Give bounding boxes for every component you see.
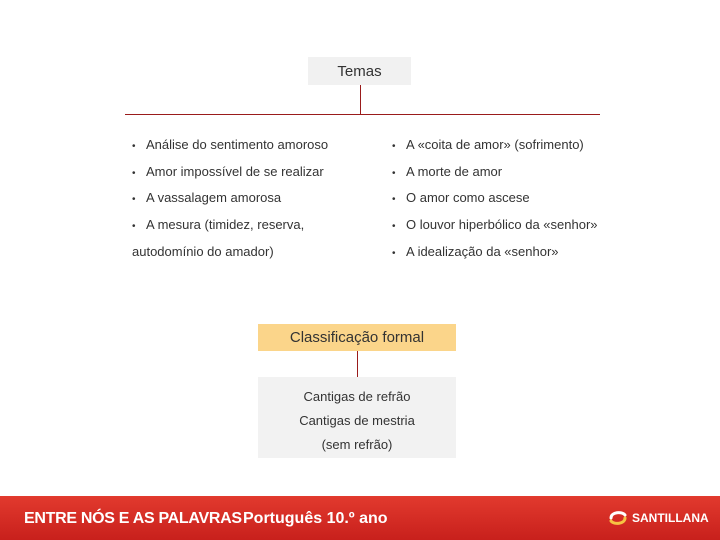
list-item-text: A mesura (timidez, reserva, (146, 217, 305, 232)
temas-heading: Temas (308, 57, 411, 85)
footer-title: ENTRE NÓS E AS PALAVRAS (24, 510, 242, 527)
santillana-logo-icon (608, 508, 628, 528)
brand-logo (608, 508, 709, 528)
list-item-text: O amor como ascese (406, 190, 530, 205)
bullet-icon: • (132, 141, 136, 152)
list-item (392, 137, 584, 152)
list-item-continuation: autodomínio do amador) (132, 244, 274, 259)
bullet-icon: • (392, 248, 396, 259)
bullet-icon: • (392, 221, 396, 232)
list-item-text: A vassalagem amorosa (146, 190, 282, 205)
temas-divider-line (125, 114, 600, 115)
bullet-icon: • (132, 194, 136, 205)
bullet-icon: • (132, 168, 136, 179)
list-item (392, 244, 559, 259)
bullet-icon: • (392, 141, 396, 152)
list-item-text: A morte de amor (406, 164, 503, 179)
list-item (132, 190, 281, 205)
list-item-text: Análise do sentimento amoroso (146, 137, 329, 152)
list-item (392, 164, 502, 179)
list-item (132, 137, 328, 152)
list-item (392, 217, 598, 232)
list-item-text: A «coita de amor» (sofrimento) (406, 137, 584, 152)
classificacao-box (258, 377, 456, 458)
classificacao-item: Cantigas de refrão (303, 389, 411, 404)
list-item (132, 164, 324, 179)
temas-connector-line (360, 85, 361, 114)
list-item-text: A idealização da «senhor» (406, 244, 559, 259)
classificacao-heading: Classificação formal (258, 324, 456, 351)
bullet-icon: • (392, 194, 396, 205)
classificacao-connector-line (357, 351, 358, 377)
list-item (392, 190, 530, 205)
bullet-icon: • (132, 221, 136, 232)
bullet-icon: • (392, 168, 396, 179)
classificacao-item: (sem refrão) (321, 437, 393, 452)
list-item-text: Amor impossível de se realizar (146, 164, 324, 179)
list-item (132, 217, 304, 232)
list-item-text: O louvor hiperbólico da «senhor» (406, 217, 598, 232)
classificacao-item: Cantigas de mestria (299, 413, 415, 428)
brand-name: SANTILLANA (632, 511, 709, 525)
footer-subtitle: Português 10.º ano (243, 510, 388, 527)
